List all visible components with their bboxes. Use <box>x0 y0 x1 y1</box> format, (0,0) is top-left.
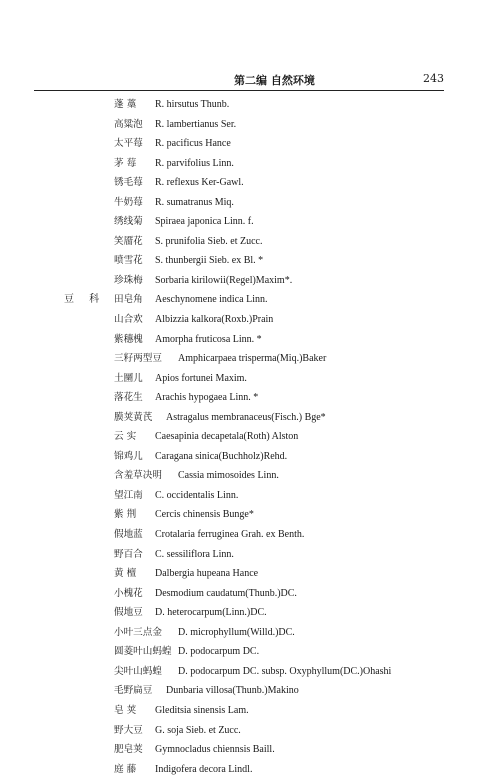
species-entry <box>0 251 480 271</box>
latin-name: Apios fortunei Maxim. <box>155 372 247 384</box>
species-entry <box>0 642 480 662</box>
page-number: 243 <box>423 72 444 85</box>
species-entry <box>0 681 480 701</box>
chinese-name: 圆菱叶山蚂蝗 <box>114 646 172 658</box>
species-entry <box>0 408 480 428</box>
species-entry <box>0 662 480 682</box>
species-entry <box>0 447 480 467</box>
species-entry <box>0 134 480 154</box>
chinese-name: 锈毛莓 <box>114 177 143 189</box>
chinese-name: 云 实 <box>114 431 137 443</box>
latin-name: C. sessiliflora Linn. <box>155 548 234 560</box>
latin-name: Amphicarpaea trisperma(Miq.)Baker <box>178 353 327 365</box>
chinese-name: 肥皂荚 <box>114 744 143 756</box>
species-entry <box>0 427 480 447</box>
chinese-name: 小叶三点金 <box>114 626 162 638</box>
chinese-name: 锦鸡儿 <box>114 450 143 462</box>
species-entry <box>0 95 480 115</box>
latin-name: Indigofera decora Lindl. <box>155 763 253 775</box>
chinese-name: 野百合 <box>114 548 143 560</box>
species-entry <box>0 740 480 760</box>
latin-name: Gymnocladus chiennsis Baill. <box>155 744 275 756</box>
family-name: 豆 科 <box>64 294 106 306</box>
species-entry <box>0 525 480 545</box>
species-entry <box>0 721 480 741</box>
chinese-name: 紫 荆 <box>114 509 137 521</box>
chinese-name: 土圞儿 <box>114 372 143 384</box>
latin-name: Gleditsia sinensis Lam. <box>155 704 249 716</box>
chinese-name: 茅 莓 <box>114 157 137 169</box>
latin-name: D. podocarpum DC. <box>178 646 260 658</box>
latin-name: D. podocarpum DC. subsp. Oxyphyllum(DC.)Ohashi <box>178 665 392 677</box>
latin-name: Albizzia kalkora(Roxb.)Prain <box>155 314 274 326</box>
chinese-name: 毛野扁豆 <box>114 685 153 697</box>
latin-name: R. hirsutus Thunb. <box>155 99 230 110</box>
species-entry <box>0 623 480 643</box>
chinese-name: 喷雪花 <box>114 255 143 267</box>
latin-name: G. soja Sieb. et Zucc. <box>155 724 241 736</box>
species-entry <box>0 290 480 310</box>
chinese-name: 田皂角 <box>114 294 143 306</box>
latin-name: Cercis chinensis Bunge* <box>155 509 254 521</box>
species-entry <box>0 115 480 135</box>
chinese-name: 牛奶莓 <box>114 196 143 208</box>
latin-name: Caragana sinica(Buchholz)Rehd. <box>155 450 288 462</box>
chinese-name: 野大豆 <box>114 724 143 736</box>
chinese-name: 黄 檀 <box>114 568 137 580</box>
chinese-name: 皂 荚 <box>114 704 137 716</box>
chapter-title: 第二编 自然环境 <box>234 74 315 87</box>
latin-name: R. lambertianus Ser. <box>155 118 237 130</box>
chinese-name: 假地豆 <box>114 607 143 619</box>
chinese-name: 山合欢 <box>114 314 143 326</box>
latin-name: Amorpha fruticosa Linn. * <box>155 333 262 345</box>
species-entry <box>0 271 480 291</box>
chinese-name: 膜荚黄芪 <box>114 411 153 423</box>
species-entry <box>0 173 480 193</box>
latin-name: Caesapinia decapetala(Roth) Alston <box>155 431 299 443</box>
species-entry <box>0 584 480 604</box>
species-entry <box>0 212 480 232</box>
latin-name: R. parvifolius Linn. <box>155 157 234 169</box>
species-entry <box>0 505 480 525</box>
species-entry <box>0 466 480 486</box>
species-list <box>0 95 480 779</box>
chinese-name: 尖叶山蚂蝗 <box>114 665 162 677</box>
latin-name: Arachis hypogaea Linn. * <box>155 392 259 404</box>
species-entry <box>0 545 480 565</box>
latin-name: Sorbaria kirilowii(Regel)Maxim*. <box>155 274 293 286</box>
latin-name: S. prunifolia Sieb. et Zucc. <box>155 235 263 247</box>
species-entry <box>0 760 480 779</box>
species-entry <box>0 388 480 408</box>
chinese-name: 太平莓 <box>114 138 143 150</box>
latin-name: Cassia mimosoides Linn. <box>178 470 279 482</box>
species-entry <box>0 603 480 623</box>
header-rule <box>34 90 444 91</box>
latin-name: D. microphyllum(Willd.)DC. <box>178 626 295 638</box>
chinese-name: 紫穗槐 <box>114 333 143 345</box>
latin-name: Dalbergia hupeana Hance <box>155 568 259 580</box>
species-entry <box>0 193 480 213</box>
species-entry <box>0 369 480 389</box>
latin-name: D. heterocarpum(Linn.)DC. <box>155 607 267 619</box>
chinese-name: 高粱泡 <box>114 118 143 130</box>
species-entry <box>0 701 480 721</box>
chinese-name: 落花生 <box>114 392 143 404</box>
latin-name: Dunbaria villosa(Thunb.)Makino <box>166 685 299 697</box>
latin-name: S. thunbergii Sieb. ex Bl. * <box>155 255 264 267</box>
species-entry <box>0 310 480 330</box>
latin-name: R. sumatranus Miq. <box>155 196 234 208</box>
chinese-name: 笑靥花 <box>114 235 143 247</box>
chinese-name: 绣线菊 <box>114 216 143 228</box>
species-entry <box>0 330 480 350</box>
chinese-name: 含羞草决明 <box>114 470 162 482</box>
latin-name: C. occidentalis Linn. <box>155 489 239 501</box>
chinese-name: 小槐花 <box>114 587 143 599</box>
chinese-name: 望江南 <box>114 489 143 501</box>
species-entry <box>0 564 480 584</box>
latin-name: Crotalaria ferruginea Grah. ex Benth. <box>155 529 305 541</box>
chinese-name: 庭 藤 <box>114 763 137 775</box>
species-entry <box>0 154 480 174</box>
page-header <box>34 72 444 90</box>
chinese-name: 珍珠梅 <box>114 274 143 286</box>
species-entry <box>0 486 480 506</box>
chinese-name: 假地蓝 <box>114 529 143 541</box>
chinese-name: 蓬 藁 <box>114 99 137 110</box>
latin-name: Desmodium caudatum(Thunb.)DC. <box>155 587 297 599</box>
latin-name: Aeschynomene indica Linn. <box>155 294 268 306</box>
species-entry <box>0 232 480 252</box>
species-entry <box>0 349 480 369</box>
latin-name: Spiraea japonica Linn. f. <box>155 216 254 228</box>
latin-name: R. pacificus Hance <box>155 138 231 150</box>
latin-name: Astragalus membranaceus(Fisch.) Bge* <box>166 411 326 423</box>
chinese-name: 三籽两型豆 <box>114 353 162 365</box>
latin-name: R. reflexus Ker-Gawl. <box>155 177 244 189</box>
